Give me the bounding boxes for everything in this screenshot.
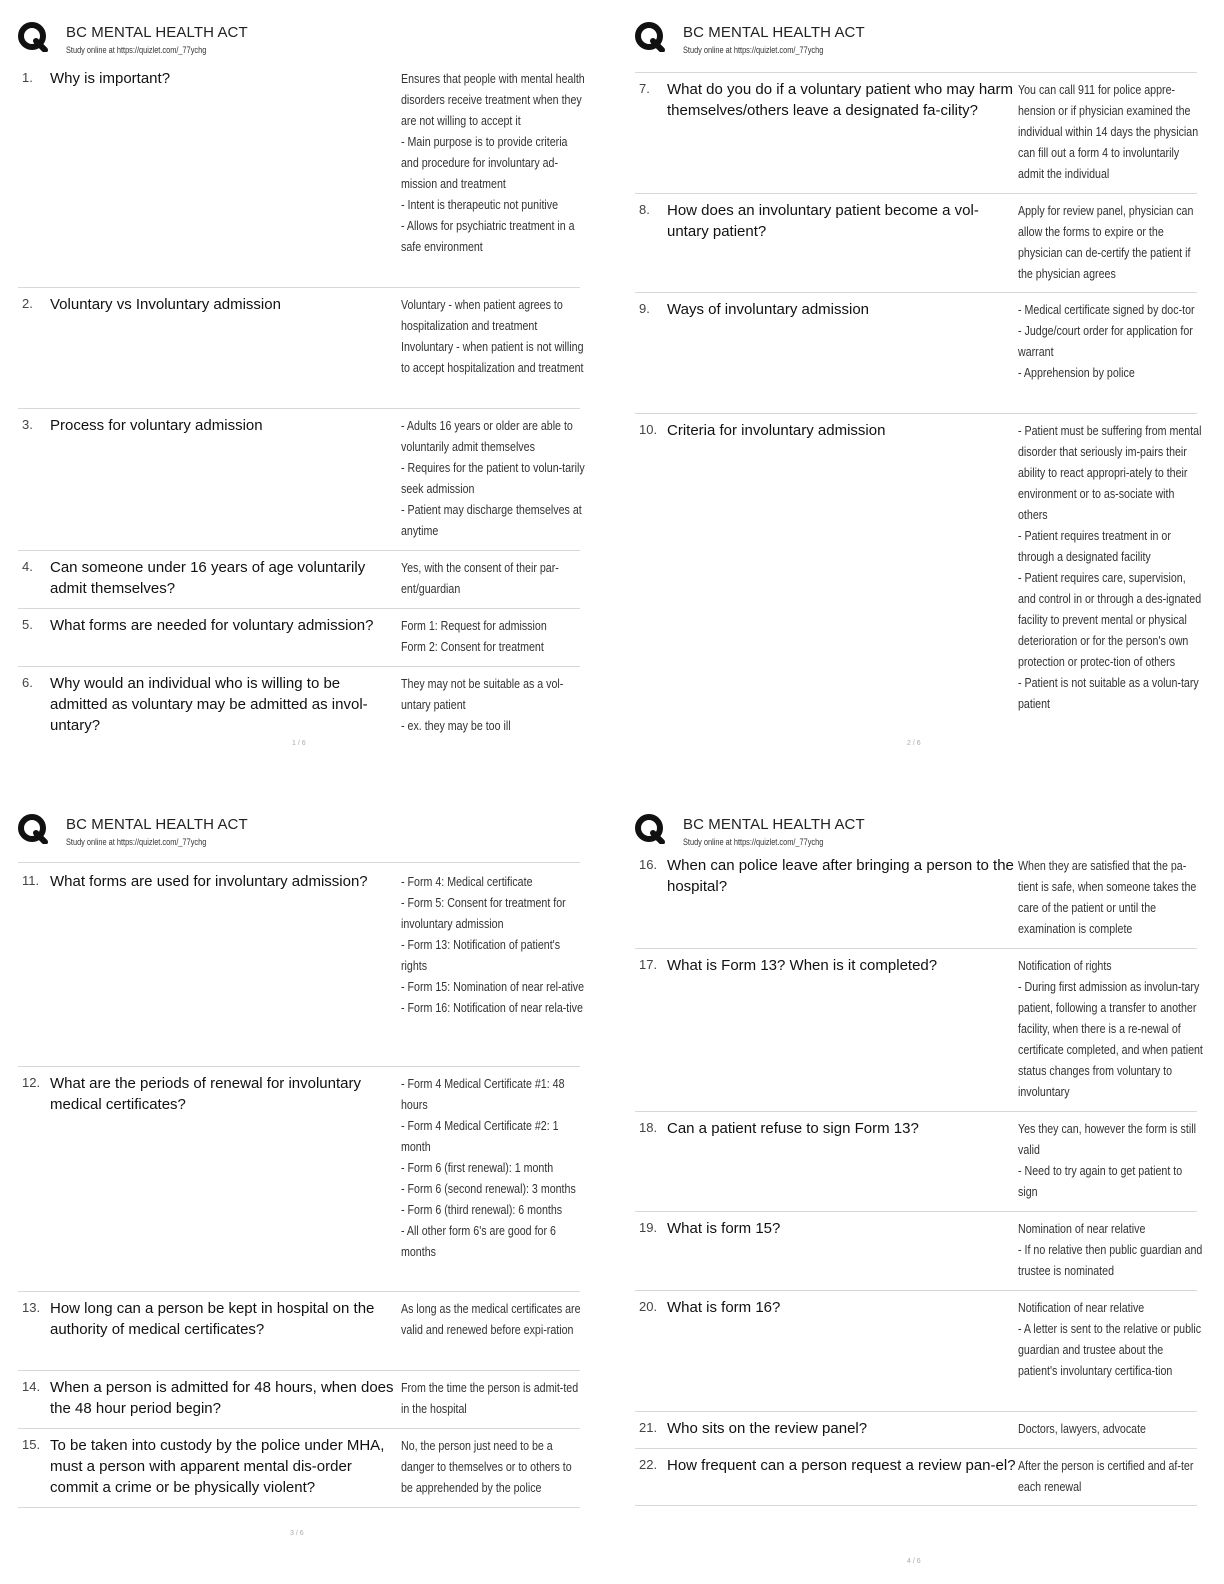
card-term: What is form 16? [667, 1299, 781, 1316]
card-number: 19. [639, 1220, 658, 1235]
doc-title: BC MENTAL HEALTH ACT [683, 816, 865, 833]
card-definition: From the time the person is admit-ted in the hospital [401, 1380, 579, 1416]
study-link[interactable]: Study online at https://quizlet.com/_77ychg [683, 837, 824, 847]
card-number: 8. [639, 202, 650, 217]
card-number: 13. [22, 1300, 41, 1315]
card-row [18, 609, 580, 667]
card-term: When a person is admitted for 48 hours, when does the 48 hour period begin? [50, 1379, 394, 1417]
card-row [635, 949, 1203, 1112]
card-number: 6. [22, 675, 33, 690]
card-term: How frequent can a person request a review pan-el? [667, 1457, 1016, 1474]
study-link[interactable]: Study online at https://quizlet.com/_77ychg [66, 45, 207, 55]
study-link[interactable]: Study online at https://quizlet.com/_77ychg [683, 45, 824, 55]
card-term: Criteria for involuntary admission [667, 422, 886, 439]
card-row [635, 414, 1202, 734]
doc-title: BC MENTAL HEALTH ACT [66, 816, 248, 833]
card-definition: Nomination of near relative - If no relative then public guardian and trustee is nominated [1018, 1221, 1203, 1278]
card-row [635, 293, 1197, 414]
card-row [18, 667, 580, 743]
card-number: 1. [22, 70, 33, 85]
card-number: 11. [22, 873, 40, 888]
card-row [18, 1067, 580, 1292]
card-row [18, 409, 585, 551]
doc-title: BC MENTAL HEALTH ACT [66, 24, 248, 41]
card-number: 12. [22, 1075, 41, 1090]
card-term: What is form 15? [667, 1220, 781, 1237]
card-term: What are the periods of renewal for involuntary medical certificates? [50, 1075, 361, 1113]
card-row [18, 1371, 580, 1429]
page-number: 2 / 6 [907, 740, 921, 747]
card-definition: Notification of near relative - A letter is sent to the relative or public guardian and trustee about the patient's involuntary certifica-tion [1018, 1300, 1202, 1378]
quizlet-logo-icon [635, 814, 665, 844]
card-row [635, 73, 1197, 194]
card-row [18, 62, 585, 288]
doc-title: BC MENTAL HEALTH ACT [683, 24, 865, 41]
card-definition: Form 1: Request for admission Form 2: Consent for treatment [401, 618, 547, 654]
card-number: 9. [639, 301, 650, 316]
quizlet-logo-icon [635, 22, 665, 52]
card-row [635, 1412, 1197, 1449]
card-definition: They may not be suitable as a vol-untary patient - ex. they may be too ill [401, 676, 564, 733]
card-definition: Yes they can, however the form is still valid - Need to try again to get patient to sign [1018, 1121, 1196, 1199]
card-term: When can police leave after bringing a person to the hospital? [667, 857, 1014, 895]
card-list [635, 852, 1203, 1506]
card-row [635, 852, 1197, 949]
card-row [18, 863, 585, 1067]
card-number: 21. [639, 1420, 658, 1435]
page-1 [18, 18, 585, 747]
card-number: 14. [22, 1379, 41, 1394]
card-definition: - Patient must be suffering from mental disorder that seriously im-pairs their ability to react appropri-ately to their environment or to as-sociate with others - Patient requires treatment in or through a designated facility - Patient requires care, supervision, and control in or through a des-ignated facility to prevent mental or physical deterioration or for the person's own protection or protec-tion of others - Patient is not suitable as a volun-tary patient [1018, 423, 1202, 711]
card-definition: - Form 4: Medical certificate - Form 5: Consent for treatment for involuntary admission - Form 13: Notification of patient's rights - Form 15: Nomination of near rel-ative - Form 16: Notification of near rela-tive [401, 874, 585, 1015]
card-definition: Notification of rights - During first admission as involun-tary patient, following a transfer to another facility, when there is a re-newal of certificate completed, and when patient status changes from voluntary to involuntary [1018, 958, 1203, 1099]
card-term: What forms are needed for voluntary admission? [50, 617, 374, 634]
card-row [18, 1429, 580, 1508]
card-row [635, 1449, 1197, 1506]
card-term: Process for voluntary admission [50, 417, 263, 434]
card-list [635, 72, 1202, 734]
card-number: 18. [639, 1120, 658, 1135]
page-number: 4 / 6 [907, 1558, 921, 1565]
card-term: Can someone under 16 years of age voluntarily admit themselves? [50, 559, 366, 597]
card-definition: Apply for review panel, physician can allow the forms to expire or the physician can de-certify the patient if the physician agrees [1018, 203, 1194, 281]
card-definition: You can call 911 for police appre-hension or if physician examined the individual within 14 days the physician can fill out a form 4 to involuntarily admit the individual [1018, 82, 1199, 181]
card-row [18, 1292, 580, 1371]
page-4 [635, 810, 1203, 1565]
card-definition: Doctors, lawyers, advocate [1018, 1421, 1146, 1436]
card-term: Why is important? [50, 70, 171, 87]
card-term: Can a patient refuse to sign Form 13? [667, 1120, 919, 1137]
card-definition: No, the person just need to be a danger to themselves or to others to be apprehended by the police [401, 1438, 572, 1495]
quizlet-logo-icon [18, 814, 48, 844]
card-number: 16. [639, 857, 658, 872]
page-header [635, 18, 1197, 64]
page-number: 1 / 6 [292, 740, 306, 747]
card-definition: Yes, with the consent of their par-ent/guardian [401, 560, 559, 596]
card-definition: As long as the medical certificates are valid and renewed before expi-ration [401, 1301, 581, 1337]
card-row [18, 551, 580, 609]
study-link[interactable]: Study online at https://quizlet.com/_77ychg [66, 837, 207, 847]
card-number: 22. [639, 1457, 658, 1472]
page-2 [635, 18, 1202, 747]
page-header [18, 18, 580, 64]
card-row [635, 1291, 1202, 1412]
card-term: Why would an individual who is willing to be admitted as voluntary may be admitted as invol-untary? [50, 675, 368, 734]
card-row [635, 194, 1197, 293]
card-number: 20. [639, 1299, 658, 1314]
card-definition: Voluntary - when patient agrees to hospitalization and treatment Involuntary - when patient is not willing to accept hospitalization and treatment [401, 297, 584, 375]
card-row [635, 1212, 1203, 1291]
card-definition: After the person is certified and af-ter each renewal [1018, 1458, 1194, 1494]
card-number: 2. [22, 296, 33, 311]
card-number: 3. [22, 417, 33, 432]
card-row [635, 1112, 1197, 1212]
card-definition: - Medical certificate signed by doc-tor - Judge/court order for application for warrant - Apprehension by police [1018, 302, 1195, 380]
card-number: 7. [639, 81, 650, 96]
page-number: 3 / 6 [290, 1530, 304, 1537]
card-definition: When they are satisfied that the pa-tient is safe, when someone takes the care of the patient or until the examination is complete [1018, 858, 1197, 936]
quizlet-logo-icon [18, 22, 48, 52]
card-number: 4. [22, 559, 33, 574]
card-term: Voluntary vs Involuntary admission [50, 296, 281, 313]
card-number: 17. [639, 957, 658, 972]
card-list [18, 862, 585, 1508]
card-definition: Ensures that people with mental health disorders receive treatment when they are not willing to accept it - Main purpose is to provide criteria and procedure for involuntary ad-mission and treatment - Intent is therapeutic not punitive - Allows for psychiatric treatment in a safe environment [401, 71, 585, 254]
card-definition: - Adults 16 years or older are able to voluntarily admit themselves - Requires for the patient to volun-tarily seek admission - Patient may discharge themselves at anytime [401, 418, 585, 538]
page-header [18, 810, 580, 856]
card-term: To be taken into custody by the police under MHA, must a person with apparent mental dis-order commit a crime or be physically violent? [50, 1437, 385, 1496]
card-term: What forms are used for involuntary admission? [50, 873, 368, 890]
card-number: 15. [22, 1437, 41, 1452]
card-number: 10. [639, 422, 658, 437]
page-3 [18, 810, 585, 1537]
card-term: How long can a person be kept in hospital on the authority of medical certificates? [50, 1300, 375, 1338]
card-term: What do you do if a voluntary patient who may harm themselves/others leave a designated fa-cility? [667, 81, 1014, 119]
card-number: 5. [22, 617, 33, 632]
card-definition: - Form 4 Medical Certificate #1: 48 hours - Form 4 Medical Certificate #2: 1 month - Form 6 (first renewal): 1 month - Form 6 (second renewal): 3 months - Form 6 (third renewal): 6 months - All other form 6's are good for 6 months [401, 1076, 576, 1259]
card-row [18, 288, 584, 409]
card-term: What is Form 13? When is it completed? [667, 957, 938, 974]
page-header [635, 810, 1197, 856]
card-term: How does an involuntary patient become a vol-untary patient? [667, 202, 979, 240]
card-list [18, 62, 585, 743]
card-term: Who sits on the review panel? [667, 1420, 868, 1437]
card-term: Ways of involuntary admission [667, 301, 870, 318]
